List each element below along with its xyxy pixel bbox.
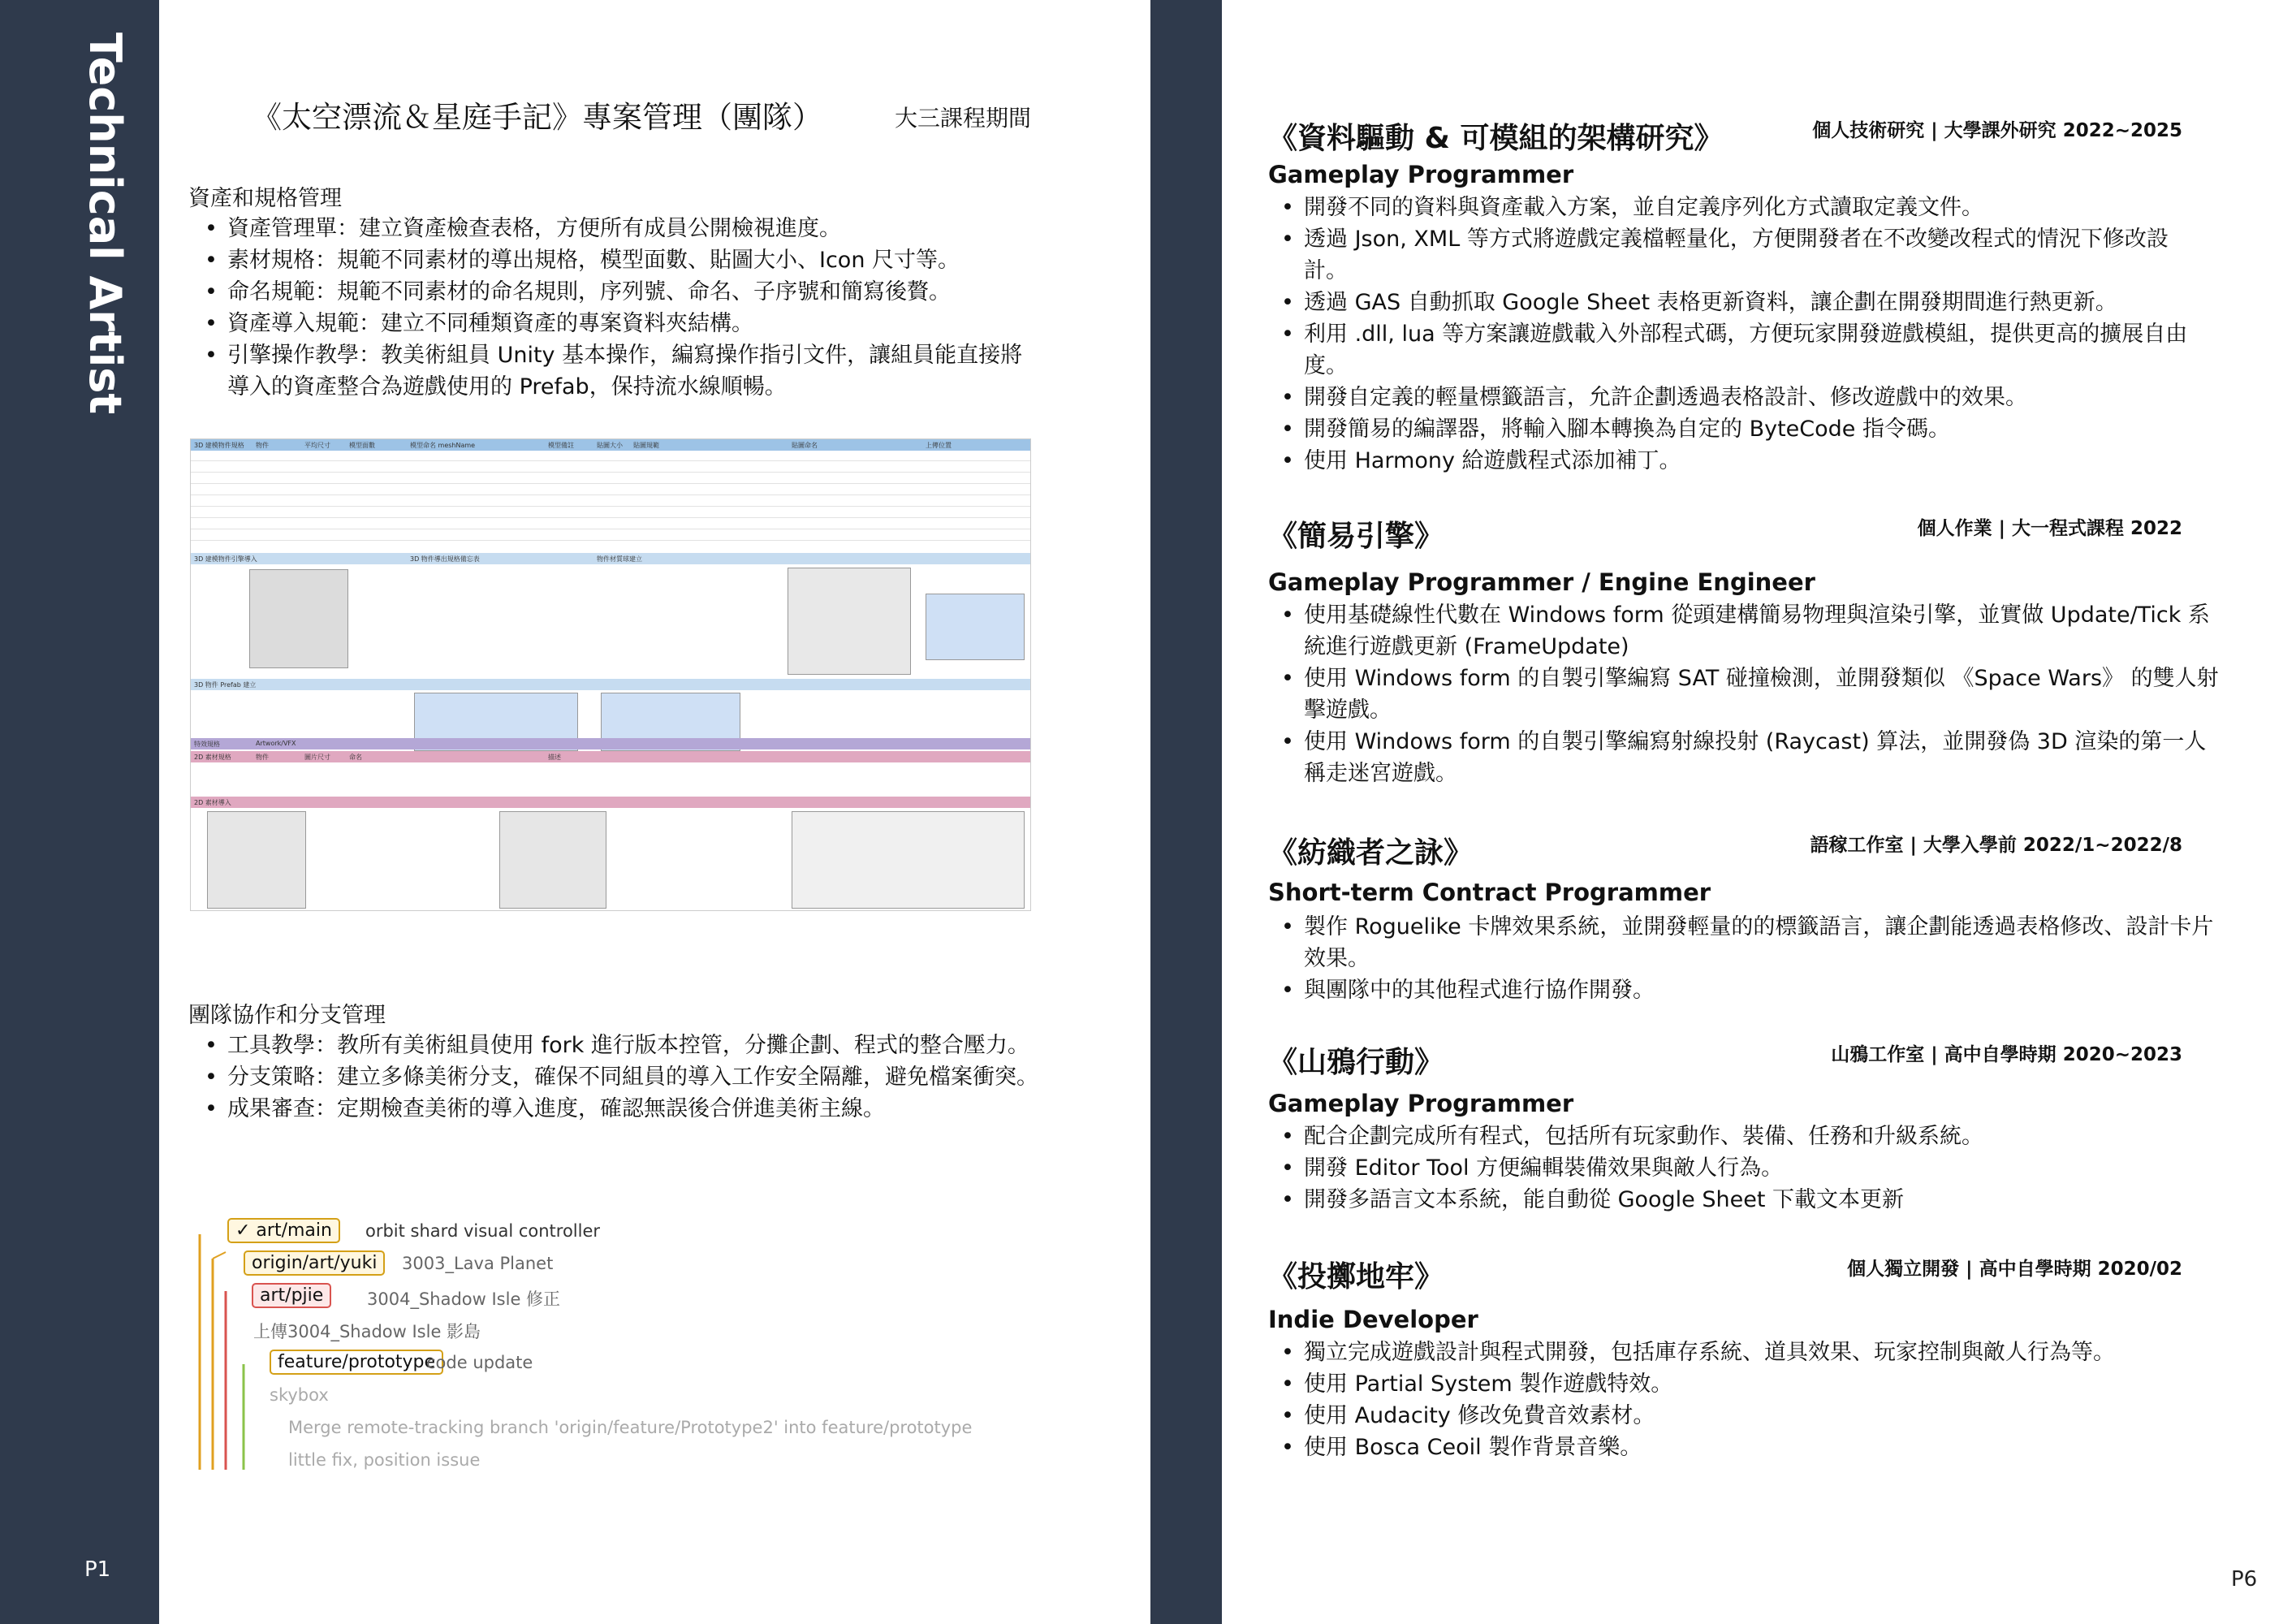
- project-role: Short-term Contract Programmer: [1268, 879, 1711, 906]
- project-meta: 個人作業 | 大一程式課程 2022: [1917, 518, 2182, 539]
- sheet-header-cell: 上傳位置: [926, 442, 952, 449]
- sheet-section-label: 2D 素材規格: [194, 754, 231, 761]
- git-commit-message: little fix, position issue: [288, 1450, 481, 1470]
- list-item: • 資產管理單：建立資產檢查表格，方便所有成員公開檢視進度。: [198, 213, 1034, 244]
- git-commit-message: Merge remote-tracking branch 'origin/feature/Prototype2' into feature/prototype: [288, 1418, 973, 1437]
- sidebar-title: Technical Artist: [80, 32, 131, 415]
- project-title: 《投擲地牢》: [1268, 1260, 1444, 1294]
- git-commit-message: code update: [426, 1353, 533, 1372]
- list-item: • 使用基礎線性代數在 Windows form 從頭建構簡易物理與渲染引擎，並實做 Update/Tick 系統進行遊戲更新 (FrameUpdate): [1275, 599, 2225, 663]
- project-role: Gameplay Programmer: [1268, 161, 1574, 188]
- list-item: • 透過 GAS 自動抓取 Google Sheet 表格更新資料，讓企劃在開發期間進行熱更新。: [1275, 287, 2200, 318]
- sheet-section-label: 描述: [548, 754, 561, 761]
- list-item: • 透過 Json, XML 等方式將遊戲定義檔輕量化，方便開發者在不改變改程式的情況下修改設計。: [1275, 223, 2200, 287]
- project-items: [1275, 911, 2225, 1006]
- list-item: • 開發多語言文本系統，能自動從 Google Sheet 下載文本更新: [1275, 1184, 2225, 1216]
- sheet-header-cell: 模型備註: [548, 442, 574, 449]
- project-role: Gameplay Programmer: [1268, 1090, 1574, 1117]
- list-item: • 開發不同的資料與資產載入方案，並自定義序列化方式讀取定義文件。: [1275, 192, 2200, 223]
- list-item: • 資產導入規範：建立不同種類資產的專案資料夾結構。: [198, 308, 1034, 339]
- list-item: • 開發自定義的輕量標籤語言，允許企劃透過表格設計、修改遊戲中的效果。: [1275, 382, 2200, 413]
- list-item: • 製作 Roguelike 卡牌效果系統，並開發輕量的的標籤語言，讓企劃能透過表格修改、設計卡片效果。: [1275, 911, 2225, 974]
- sheet-header-cell: 貼圖規範: [633, 442, 659, 449]
- project-title: 《山鴉行動》: [1268, 1046, 1444, 1079]
- sheet-section-label: 2D 素材導入: [194, 799, 231, 806]
- list-item: • 使用 Audacity 修改免費音效素材。: [1275, 1400, 2225, 1432]
- project-title: 《簡易引擎》: [1268, 520, 1444, 553]
- page1-period: 大三課程期間: [895, 105, 1032, 132]
- sheet-section-label: 3D 物件導出規格備忘表: [410, 555, 480, 563]
- list-item: • 命名規範：規範不同素材的命名規則，序列號、命名、子序號和簡寫後贅。: [198, 276, 1034, 308]
- project-meta: 個人獨立開發 | 高中自學時期 2020/02: [1847, 1259, 2182, 1280]
- sheet-header-cell: 模型命名 meshName: [410, 442, 476, 449]
- list-item: • 工具教學：教所有美術組員使用 fork 進行版本控管，分攤企劃、程式的整合壓力。: [198, 1030, 1042, 1061]
- project-role: Gameplay Programmer / Engine Engineer: [1268, 568, 1815, 596]
- list-item: • 獨立完成遊戲設計與程式開發，包括庫存系統、道具效果、玩家控制與敵人行為等。: [1275, 1337, 2225, 1368]
- list-item: • 配合企劃完成所有程式，包括所有玩家動作、裝備、任務和升級系統。: [1275, 1121, 2225, 1152]
- sheet-header-cell: 物件: [256, 442, 269, 449]
- git-branch-tag: feature/prototype: [270, 1350, 443, 1375]
- list-item: • 使用 Windows form 的自製引擎編寫射線投射 (Raycast) 算法，並開發偽 3D 渲染的第一人稱走迷宮遊戲。: [1275, 726, 2225, 789]
- sheet-section-label: 3D 物件 Prefab 建立: [194, 681, 257, 689]
- list-item: • 使用 Bosca Ceoil 製作背景音樂。: [1275, 1432, 2225, 1463]
- assets-list: [198, 213, 1034, 403]
- sheet-section-label: 物件材質球建立: [597, 555, 642, 563]
- sheet-section-label: 3D 建模物件引擎導入: [194, 555, 257, 563]
- sheet-header-cell: 貼圖大小: [597, 442, 623, 449]
- project-meta: 山鴉工作室 | 高中自學時期 2020~2023: [1831, 1044, 2182, 1065]
- list-item: • 素材規格：規範不同素材的導出規格，模型面數、貼圖大小、Icon 尺寸等。: [198, 244, 1034, 276]
- project-items: [1275, 599, 2225, 789]
- page-divider: [1150, 0, 1222, 1624]
- page-number-p6: P6: [2231, 1567, 2258, 1592]
- sheet-section-label: 命名: [349, 754, 362, 761]
- git-branch-tag: art/pjie: [252, 1283, 331, 1308]
- git-commit-message: 3004_Shadow Isle 修正: [367, 1289, 561, 1309]
- project-items: [1275, 1337, 2225, 1463]
- asset-spreadsheet-image: [190, 438, 1031, 911]
- list-item: • 開發簡易的編譯器，將輸入腳本轉換為自定的 ByteCode 指令碼。: [1275, 413, 2200, 445]
- project-meta: 個人技術研究 | 大學課外研究 2022~2025: [1812, 120, 2182, 141]
- list-item: • 使用 Partial System 製作遊戲特效。: [1275, 1368, 2225, 1400]
- git-branch-tag: origin/art/yuki: [244, 1250, 385, 1276]
- team-heading: 團隊協作和分支管理: [188, 1003, 386, 1028]
- git-branch-graph: [195, 1218, 973, 1478]
- sheet-header-cell: 3D 建模物件規格: [194, 442, 244, 449]
- page1-title: 《太空漂流＆星庭手記》專案管理（團隊）: [252, 100, 822, 135]
- sheet-section-label: Artwork/VFX: [256, 740, 296, 747]
- list-item: • 利用 .dll, lua 等方案讓遊戲載入外部程式碼，方便玩家開發遊戲模組，提供更高的擴展自由度。: [1275, 318, 2200, 382]
- list-item: • 引擎操作教學：教美術組員 Unity 基本操作，編寫操作指引文件，讓組員能直接將導入的資產整合為遊戲使用的 Prefab，保持流水線順暢。: [198, 339, 1034, 403]
- git-commit-message: skybox: [270, 1385, 329, 1405]
- assets-heading: 資產和規格管理: [188, 186, 342, 211]
- sheet-header-cell: 貼圖命名: [792, 442, 818, 449]
- list-item: • 成果審查：定期檢查美術的導入進度，確認無誤後合併進美術主線。: [198, 1093, 1042, 1125]
- project-items: [1275, 1121, 2225, 1216]
- project-role: Indie Developer: [1268, 1306, 1478, 1333]
- sheet-section-label: 特效規格: [194, 741, 220, 748]
- sheet-section-label: 物件: [256, 754, 269, 761]
- list-item: • 使用 Windows form 的自製引擎編寫 SAT 碰撞檢測，並開發類似 《Space Wars》 的雙人射擊遊戲。: [1275, 663, 2225, 726]
- list-item: • 開發 Editor Tool 方便編輯裝備效果與敵人行為。: [1275, 1152, 2225, 1184]
- list-item: • 分支策略：建立多條美術分支，確保不同組員的導入工作安全隔離，避免檔案衝突。: [198, 1061, 1042, 1093]
- list-item: • 與團隊中的其他程式進行協作開發。: [1275, 974, 2225, 1006]
- project-title: 《資料驅動 & 可模組的架構研究》: [1268, 122, 1724, 155]
- page-number-p1: P1: [84, 1557, 111, 1582]
- project-meta: 語稼工作室 | 大學入學前 2022/1~2022/8: [1810, 835, 2182, 856]
- sheet-section-label: 圖片尺寸: [304, 754, 330, 761]
- project-items: [1275, 192, 2200, 477]
- sheet-header-cell: 模型面數: [349, 442, 375, 449]
- list-item: • 使用 Harmony 給遊戲程式添加補丁。: [1275, 445, 2200, 477]
- sheet-header-cell: 平均尺寸: [304, 442, 330, 449]
- git-commit-message: 上傳3004_Shadow Isle 影島: [253, 1322, 481, 1341]
- git-branch-tag: ✓ art/main: [227, 1218, 340, 1243]
- project-title: 《紡織者之詠》: [1268, 836, 1474, 870]
- git-commit-message: orbit shard visual controller: [365, 1221, 601, 1241]
- git-commit-message: 3003_Lava Planet: [402, 1254, 554, 1273]
- team-list: [198, 1030, 1042, 1125]
